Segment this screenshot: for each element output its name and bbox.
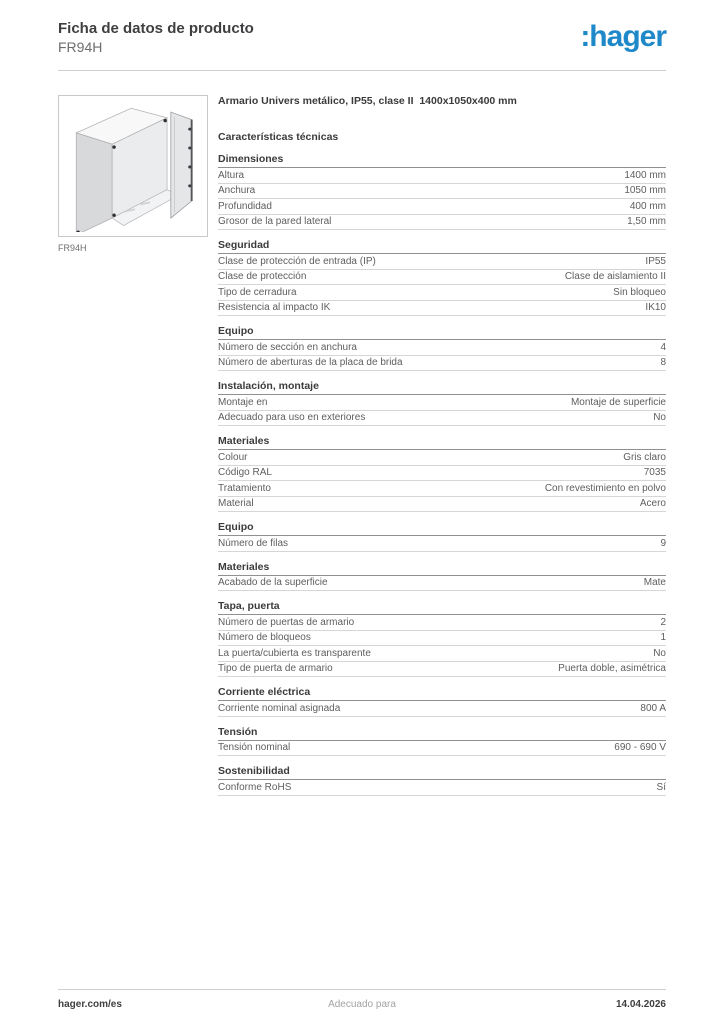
spec-section: [218, 381, 666, 426]
spec-row: [218, 285, 666, 301]
spec-label: Resistencia al impacto IK: [218, 302, 331, 313]
spec-value: 8: [660, 357, 666, 368]
spec-section: [218, 766, 666, 796]
cabinet-illustration: [63, 100, 203, 232]
spec-label: Número de aberturas de la placa de brida: [218, 357, 403, 368]
spec-value: 9: [660, 537, 666, 549]
spec-label: Tratamiento: [218, 482, 271, 494]
spec-label: Número de filas: [218, 537, 289, 549]
spec-row: [218, 301, 666, 317]
spec-row: [218, 646, 666, 662]
spec-label: Número de sección en anchura: [218, 341, 357, 353]
spec-value: Sin bloqueo: [613, 286, 666, 298]
spec-section: [218, 436, 666, 512]
section-title: Sostenibilidad: [218, 766, 666, 780]
footer: [58, 989, 666, 1010]
spec-label: Altura: [218, 169, 245, 181]
spec-section: [218, 601, 666, 677]
header: [58, 20, 666, 56]
spec-label: Conforme RoHS: [218, 781, 292, 793]
spec-row: [218, 466, 666, 482]
spec-value: 400 mm: [629, 200, 666, 212]
header-text: [58, 20, 254, 56]
product-image-caption: FR94H: [58, 243, 87, 253]
spec-value: 1: [660, 632, 666, 643]
section-title: Dimensiones: [218, 154, 666, 168]
spec-label: Colour: [218, 451, 248, 463]
spec-section: [218, 727, 666, 757]
section-title: Instalación, montaje: [218, 381, 666, 395]
spec-label: Tensión nominal: [218, 742, 291, 753]
spec-section: [218, 326, 666, 371]
spec-value: Mate: [643, 577, 666, 588]
spec-label: Número de puertas de armario: [218, 616, 355, 628]
spec-row: [218, 450, 666, 466]
header-divider: [58, 70, 666, 71]
document-title: Ficha de datos de producto: [58, 20, 254, 37]
spec-label: Grosor de la pared lateral: [218, 216, 332, 227]
spec-row: [218, 340, 666, 356]
product-code: FR94H: [58, 39, 103, 55]
spec-row: [218, 741, 666, 757]
spec-label: Anchura: [218, 185, 256, 196]
characteristics-heading: Características técnicas: [218, 131, 339, 143]
spec-value: 4: [660, 341, 666, 353]
spec-row: [218, 576, 666, 592]
spec-row: [218, 270, 666, 286]
section-title: Equipo: [218, 522, 666, 536]
spec-value: 1,50 mm: [627, 216, 666, 227]
section-title: Seguridad: [218, 240, 666, 254]
spec-label: Número de bloqueos: [218, 632, 311, 643]
spec-row: [218, 615, 666, 631]
section-title: Materiales: [218, 562, 666, 576]
spec-value: No: [653, 412, 666, 423]
spec-value: 690 - 690 V: [614, 742, 666, 753]
spec-value: Montaje de superficie: [570, 396, 666, 408]
spec-section: [218, 154, 666, 230]
spec-label: Montaje en: [218, 396, 268, 408]
spec-value: No: [653, 647, 666, 659]
spec-row: [218, 411, 666, 427]
spec-value: IP55: [645, 255, 666, 267]
spec-value: Acero: [639, 498, 666, 509]
spec-label: Tipo de puerta de armario: [218, 663, 333, 674]
product-title: Armario Univers metálico, IP55, clase II 1400x1050x400 mm: [218, 95, 517, 107]
spec-row: [218, 536, 666, 552]
spec-value: Con revestimiento en polvo: [544, 482, 666, 494]
footer-date: 14.04.2026: [615, 999, 666, 1010]
spec-value: Puerta doble, asimétrica: [558, 663, 666, 674]
spec-label: Tipo de cerradura: [218, 286, 297, 298]
spec-label: Clase de protección de entrada (IP): [218, 255, 376, 267]
spec-section: [218, 240, 666, 316]
product-image: [58, 95, 208, 237]
section-title: Equipo: [218, 326, 666, 340]
section-title: Tapa, puerta: [218, 601, 666, 615]
spec-row: [218, 254, 666, 270]
spec-value: 2: [660, 616, 666, 628]
spec-section: [218, 687, 666, 717]
spec-label: Profundidad: [218, 200, 272, 212]
spec-label: Corriente nominal asignada: [218, 702, 341, 714]
product-figure: [58, 95, 208, 796]
spec-row: [218, 497, 666, 513]
spec-row: [218, 184, 666, 200]
spec-value: 1400 mm: [624, 169, 666, 181]
spec-label: Adecuado para uso en exteriores: [218, 412, 366, 423]
spec-sections: [218, 154, 666, 796]
spec-label: Material: [218, 498, 254, 509]
spec-section: [218, 562, 666, 592]
spec-row: [218, 662, 666, 678]
hager-logo: :hager: [580, 20, 666, 53]
spec-label: Acabado de la superficie: [218, 577, 328, 588]
spec-content: [218, 95, 666, 796]
spec-value: Sí: [656, 781, 666, 793]
spec-value: Clase de aislamiento II: [564, 271, 666, 282]
spec-label: Clase de protección: [218, 271, 307, 282]
footer-website-link[interactable]: hager.com/es: [58, 999, 122, 1010]
spec-value: Gris claro: [623, 451, 666, 463]
spec-section: [218, 522, 666, 552]
spec-row: [218, 780, 666, 796]
section-title: Materiales: [218, 436, 666, 450]
spec-label: La puerta/cubierta es transparente: [218, 647, 371, 659]
spec-row: [218, 395, 666, 411]
spec-row: [218, 701, 666, 717]
spec-value: 7035: [643, 467, 666, 478]
spec-row: [218, 481, 666, 497]
section-title: Corriente eléctrica: [218, 687, 666, 701]
spec-row: [218, 356, 666, 372]
main-area: [58, 95, 666, 796]
spec-row: [218, 631, 666, 647]
footer-center-text: Adecuado para: [328, 999, 396, 1010]
spec-row: [218, 199, 666, 215]
section-title: Tensión: [218, 727, 666, 741]
spec-value: IK10: [645, 302, 666, 313]
spec-label: Código RAL: [218, 467, 272, 478]
spec-row: [218, 215, 666, 231]
spec-value: 1050 mm: [624, 185, 666, 196]
spec-value: 800 A: [640, 702, 666, 714]
spec-row: [218, 168, 666, 184]
